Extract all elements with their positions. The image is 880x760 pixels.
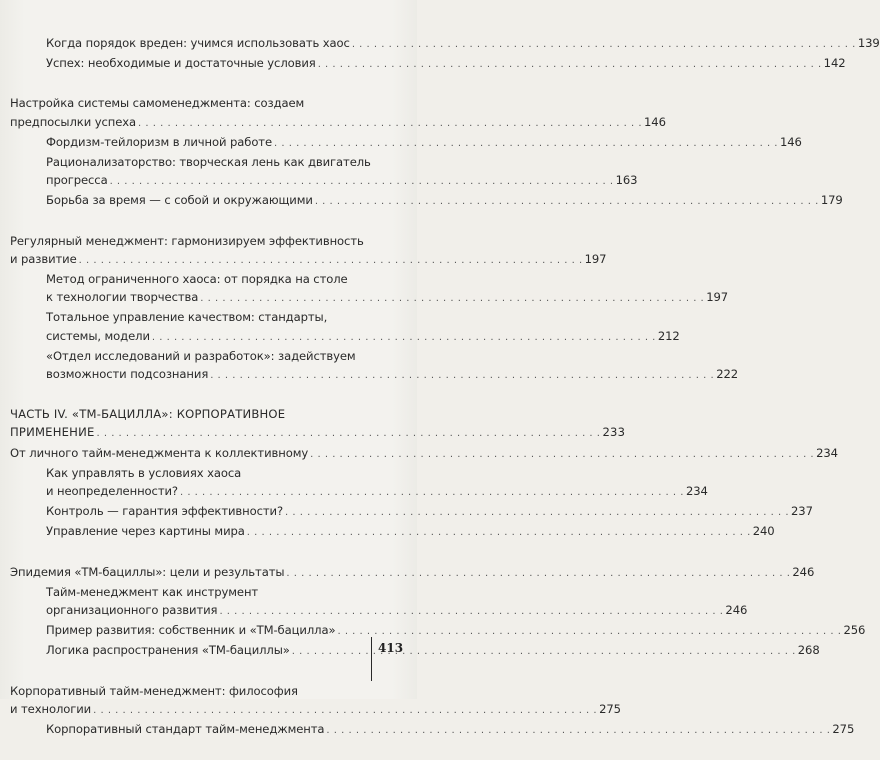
toc-entry-title-line: Корпоративный тайм-менеджмент: философия <box>10 683 298 698</box>
toc-entry[interactable] <box>10 94 666 132</box>
toc-entry-title: Логика распространения «ТМ-бациллы» <box>46 643 290 658</box>
toc-subentry[interactable] <box>10 522 775 542</box>
toc-entry-title: прогресса <box>46 173 108 188</box>
toc-section <box>10 94 843 211</box>
toc-entry-title-line: Как управлять в условиях хаоса <box>46 465 242 480</box>
toc-entry-title: к технологии творчества <box>46 290 199 305</box>
toc-page-number: 268 <box>797 643 820 658</box>
dot-leader <box>310 444 814 464</box>
dot-leader <box>352 34 856 54</box>
toc-entry-title: и технологии <box>10 701 92 716</box>
toc-section <box>10 34 880 74</box>
toc-entry-title: От личного тайм-менеджмента к коллективному <box>10 445 309 460</box>
toc-subentry[interactable] <box>10 153 638 191</box>
toc-entry-title-line: Тотальное управление качеством: стандарты, <box>46 310 328 325</box>
toc-page-number: 246 <box>725 603 748 618</box>
toc-entry-title: Управление через картины мира <box>46 524 245 539</box>
toc-entry-title: организационного развития <box>46 603 218 618</box>
toc-entry-title: Фордизм-тейлоризм в личной работе <box>46 134 272 149</box>
toc-entry-title: предпосылки успеха <box>10 114 137 129</box>
toc-subentry[interactable] <box>10 347 739 385</box>
toc-entry-title: Корпоративный стандарт тайм-менеджмента <box>46 722 325 737</box>
toc-subentry[interactable] <box>10 133 802 153</box>
toc-part-heading[interactable] <box>10 405 626 443</box>
toc-section <box>10 232 739 386</box>
toc-page-number: 275 <box>832 722 855 737</box>
dot-leader <box>152 327 656 347</box>
dot-leader <box>286 563 790 583</box>
toc-page-number: 237 <box>791 504 813 519</box>
toc-entry[interactable] <box>10 444 838 464</box>
toc-section <box>10 405 838 542</box>
toc-entry-title-line: Регулярный менеджмент: гармонизируем эффективность <box>10 233 364 248</box>
toc-entry-title: и неопределенности? <box>46 484 178 499</box>
toc-page-number: 146 <box>779 134 802 149</box>
toc-entry-title-line: Рационализаторство: творческая лень как двигатель <box>46 155 371 170</box>
toc-entry-title-line: ЧАСТЬ IV. «ТМ-БАЦИЛЛА»: КОРПОРАТИВНОЕ <box>10 407 286 422</box>
toc-subentry[interactable] <box>10 502 813 522</box>
dot-leader <box>79 250 583 270</box>
dot-leader <box>274 133 778 153</box>
dot-leader <box>210 365 714 385</box>
toc-page-number: 163 <box>615 173 638 188</box>
toc-entry-title-line: Метод ограниченного хаоса: от порядка на столе <box>46 272 348 287</box>
toc-entry-title: Когда порядок вреден: учимся использовать хаос <box>46 36 350 50</box>
toc-entry[interactable] <box>10 682 621 720</box>
toc-entry-title-line: Тайм-менеджмент как инструмент <box>46 584 259 599</box>
toc-page-number: 179 <box>820 193 843 208</box>
toc-subentry[interactable] <box>10 464 708 502</box>
toc-page-number: 240 <box>752 524 775 539</box>
toc-entry-title: и развитие <box>10 251 77 266</box>
toc-page-number: 197 <box>706 290 729 305</box>
toc-entry-title-line: Настройка системы самоменеджмента: создаем <box>10 96 305 111</box>
toc-page-number: 197 <box>584 251 607 266</box>
dot-leader <box>110 171 614 191</box>
toc-entry-title: Контроль — гарантия эффективности? <box>46 504 284 519</box>
page-number: 413 <box>378 641 404 655</box>
dot-leader <box>292 641 796 661</box>
dot-leader <box>247 522 751 542</box>
toc-page-number: 234 <box>685 484 708 499</box>
toc-entry-title: возможности подсознания <box>46 367 209 382</box>
toc-page-number: 139 <box>857 36 880 50</box>
dot-leader <box>219 601 723 621</box>
toc-subentry[interactable] <box>10 308 680 346</box>
toc-section <box>10 682 855 741</box>
toc-page-number: 275 <box>599 701 621 716</box>
toc-entry[interactable] <box>10 563 815 583</box>
dot-leader <box>180 482 684 502</box>
dot-leader <box>337 621 841 641</box>
toc-subentry[interactable] <box>10 621 866 641</box>
toc-page-number: 234 <box>816 445 838 460</box>
toc-entry[interactable] <box>10 232 607 270</box>
toc-subentry[interactable] <box>10 191 843 211</box>
toc-subentry[interactable] <box>10 583 748 621</box>
toc-subentry[interactable] <box>10 720 855 740</box>
toc-entry-title: ПРИМЕНЕНИЕ <box>10 425 95 440</box>
dot-leader <box>93 700 597 720</box>
dot-leader <box>315 191 819 211</box>
toc-subentry[interactable] <box>10 34 880 54</box>
toc-entry-title-line: «Отдел исследований и разработок»: задействуем <box>46 348 356 363</box>
toc-page-number: 256 <box>843 623 866 638</box>
toc-subentry[interactable] <box>10 270 729 308</box>
toc-page-number: 146 <box>644 114 666 129</box>
dot-leader <box>96 423 600 443</box>
dot-leader <box>200 288 704 308</box>
dot-leader <box>318 54 822 74</box>
toc-subentry[interactable] <box>10 54 846 74</box>
toc-entry-title: Пример развития: собственник и «ТМ-бацилла» <box>46 623 336 638</box>
toc-page-number: 233 <box>602 425 626 440</box>
toc-entry-title: Успех: необходимые и достаточные условия <box>46 56 316 71</box>
toc-entry-title: Борьба за время — с собой и окружающими <box>46 193 313 208</box>
dot-leader <box>326 720 830 740</box>
toc-page-number: 212 <box>657 328 680 343</box>
page-number-rule <box>371 637 372 681</box>
toc-page-number: 142 <box>823 56 846 71</box>
toc-page-number: 246 <box>792 564 815 579</box>
toc-entry-title: системы, модели <box>46 328 150 343</box>
toc-page-number: 222 <box>716 367 739 382</box>
toc-entry-title: Эпидемия «ТМ-бациллы»: цели и результаты <box>10 564 285 579</box>
dot-leader <box>285 502 789 522</box>
dot-leader <box>138 113 642 133</box>
